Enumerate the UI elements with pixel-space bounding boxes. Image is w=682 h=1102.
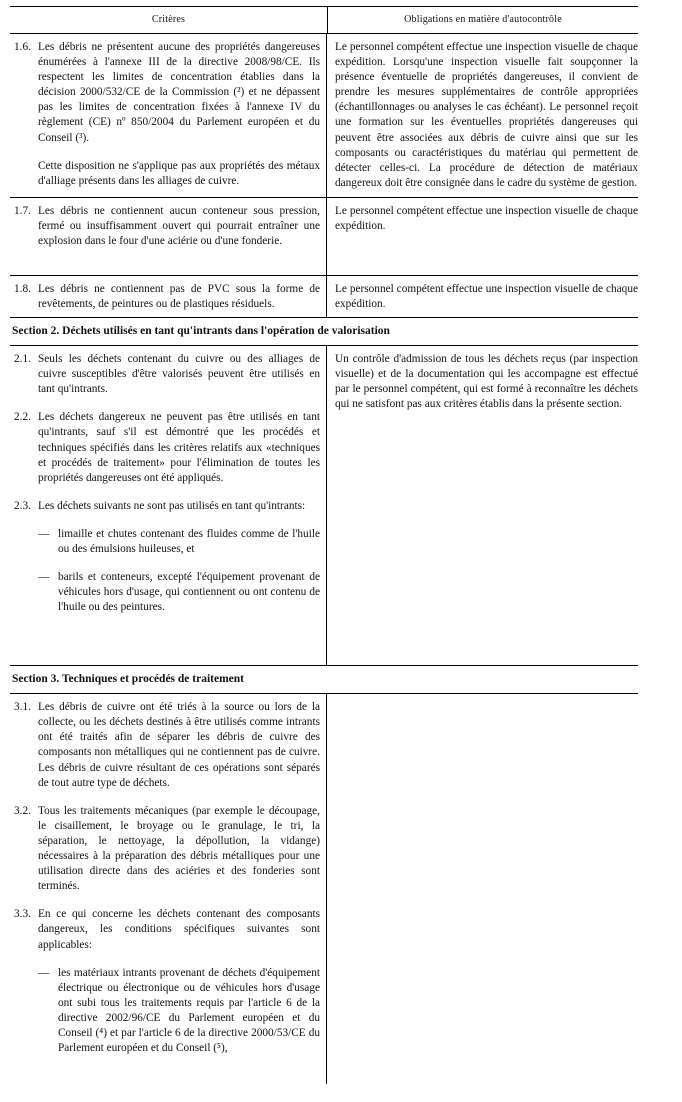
item-number: 3.3. bbox=[14, 908, 31, 921]
item-intro: En ce qui concerne les déchets contenant des composants dangereux, les conditions spécifiques suivantes sont applicables: bbox=[38, 908, 320, 951]
table-row bbox=[10, 694, 638, 1084]
criteria-cell bbox=[10, 694, 327, 1084]
item-number: 2.3. bbox=[14, 499, 31, 512]
item-text: Seuls les déchets contenant du cuivre ou des alliages de cuivre susceptibles d'être valorisés peuvent être utilisés en tant qu'intrants. bbox=[38, 353, 320, 396]
dash-glyph: — bbox=[38, 527, 50, 540]
section-heading: Section 2. Déchets utilisés en tant qu'intrants dans l'opération de valorisation bbox=[12, 325, 390, 337]
item-text bbox=[38, 40, 320, 189]
criteria-cell bbox=[10, 198, 327, 275]
list-item bbox=[14, 499, 320, 616]
criteria-cell bbox=[10, 276, 327, 317]
list-item bbox=[14, 907, 320, 1056]
dash-text: barils et conteneurs, excepté l'équipement provenant de véhicules hors d'usage, qui contiennent ou ont contenu de l'huile ou des peintures. bbox=[58, 571, 320, 614]
list-item bbox=[14, 282, 320, 312]
dash-text: limaille et chutes contenant des fluides comme de l'huile ou des émulsions huileuses, et bbox=[58, 527, 320, 556]
paragraph: Les débris ne présentent aucune des propriétés dangereuses énumérées à l'annexe III de la directive 2008/98/CE. Ils respectent les limites de concentration établies dans la décision 2000/532/CE de la Commission (²) et ne dépassent pas les limites de concentration fixées à l'annexe IV du règlement (CE) nº 850/2004 du Parlement européen et du Conseil (³). bbox=[38, 41, 320, 144]
item-text: Tous les traitements mécaniques (par exemple le découpage, le cisaillement, le broyage ou le granulage, le tri, la séparation, le nettoyage, la dépollution, la vidange) nécessaires à la préparation des débris métalliques pour une utilisation directe dans des aciéries et des fonderies sont terminés. bbox=[38, 804, 320, 893]
item-number: 1.7. bbox=[14, 205, 31, 217]
dash-text: les matériaux intrants provenant de déchets d'équipement électrique ou électronique ou de véhicules hors d'usage ont subi tous les traitements requis par l'article 6 de la directive 2002/96/CE du Parlement européen et du Conseil (⁴) et par l'article 6 de la directive 2000/53/CE du Parlement européen et du Conseil (⁵), bbox=[58, 966, 320, 1055]
header-obligations: Obligations en matière d'autocontrôle bbox=[404, 14, 562, 25]
item-number: 2.2. bbox=[14, 411, 31, 424]
table-row bbox=[10, 346, 638, 665]
item-number: 1.6. bbox=[14, 41, 31, 53]
dash-glyph: — bbox=[38, 966, 50, 979]
list-item bbox=[14, 700, 320, 791]
item-number: 3.1. bbox=[14, 701, 31, 714]
list-item bbox=[14, 804, 320, 895]
obligation-cell: Le personnel compétent effectue une inspection visuelle de chaque expédition. Lorsqu'une inspection visuelle fait soupçonner la présence éventuelle de propriétés dangereuses, il convient de prendre les mesures supplémentaires de contrôle appropriées (échantillonnages ou analyses le cas échéant). Le personnel reçoit une formation sur les éventuelles propriétés dangereuses qui peuvent être associées aux débris de cuivre ainsi que sur les composants ou caractéristiques du matériau qui permettent de détecter celles-ci. La procédure de détection de matériaux dangereux doit être consignée dans le cadre du système de gestion. bbox=[335, 41, 638, 189]
table-row bbox=[10, 276, 638, 317]
table-header bbox=[10, 7, 638, 33]
item-text: Les débris ne contiennent pas de PVC sous la forme de revêtements, de peintures ou de plastiques résiduels. bbox=[38, 283, 320, 311]
list-item bbox=[14, 204, 320, 249]
table-row bbox=[10, 198, 638, 275]
table-row bbox=[10, 34, 638, 197]
item-text: Les débris ne contiennent aucun conteneur sous pression, fermé ou insuffisamment ouvert qui pourrait entraîner une explosion dans le four d'une aciérie ou d'une fonderie. bbox=[38, 205, 320, 248]
item-intro: Les déchets suivants ne sont pas utilisés en tant qu'intrants: bbox=[38, 499, 306, 512]
item-number: 2.1. bbox=[14, 353, 31, 366]
item-text bbox=[38, 499, 320, 616]
item-text: Les débris de cuivre ont été triés à la source ou lors de la collecte, ou les déchets destinés à être utilisés comme intrants ont été traités afin de séparer les débris de cuivre des composants non métalliques qui ne contiennent pas de cuivre. Les débris de cuivre résultant de ces opérations sont séparés de tout autre type de déchets. bbox=[38, 701, 320, 789]
dash-item bbox=[38, 966, 320, 1057]
list-item bbox=[14, 410, 320, 485]
dash-item bbox=[38, 527, 320, 557]
header-criteria: Critères bbox=[10, 7, 328, 33]
dash-glyph: — bbox=[38, 571, 50, 584]
item-number: 1.8. bbox=[14, 283, 31, 295]
criteria-cell bbox=[10, 34, 327, 197]
item-number: 3.2. bbox=[14, 804, 31, 817]
dash-item bbox=[38, 570, 320, 615]
obligation-cell: Un contrôle d'admission de tous les déchets reçus (par inspection visuelle) et de la documentation qui les accompagne est effectué par le personnel compétent, qui est formé à reconnaître les déchets qui ne satisfont pas aux critères établis dans la présente section. bbox=[335, 353, 638, 411]
obligation-cell bbox=[327, 694, 638, 1084]
criteria-table bbox=[10, 6, 638, 1084]
obligation-cell: Le personnel compétent effectue une inspection visuelle de chaque expédition. bbox=[335, 283, 638, 311]
item-text bbox=[38, 907, 320, 1056]
item-text: Les déchets dangereux ne peuvent pas être utilisés en tant qu'intrants, sauf s'il est démontré que les procédés et techniques spécifiés dans les critères relatifs aux «techniques et procédés de traitement» pour l'élimination de toutes les propriétés dangereuses ont été appliqués. bbox=[38, 411, 320, 484]
paragraph: Cette disposition ne s'applique pas aux propriétés des métaux d'alliage présents dans les alliages de cuivre. bbox=[38, 159, 320, 187]
list-item bbox=[14, 352, 320, 397]
section-heading: Section 3. Techniques et procédés de traitement bbox=[12, 673, 245, 686]
obligation-cell: Le personnel compétent effectue une inspection visuelle de chaque expédition. bbox=[335, 205, 638, 233]
criteria-cell bbox=[10, 346, 327, 665]
list-item bbox=[14, 40, 320, 189]
